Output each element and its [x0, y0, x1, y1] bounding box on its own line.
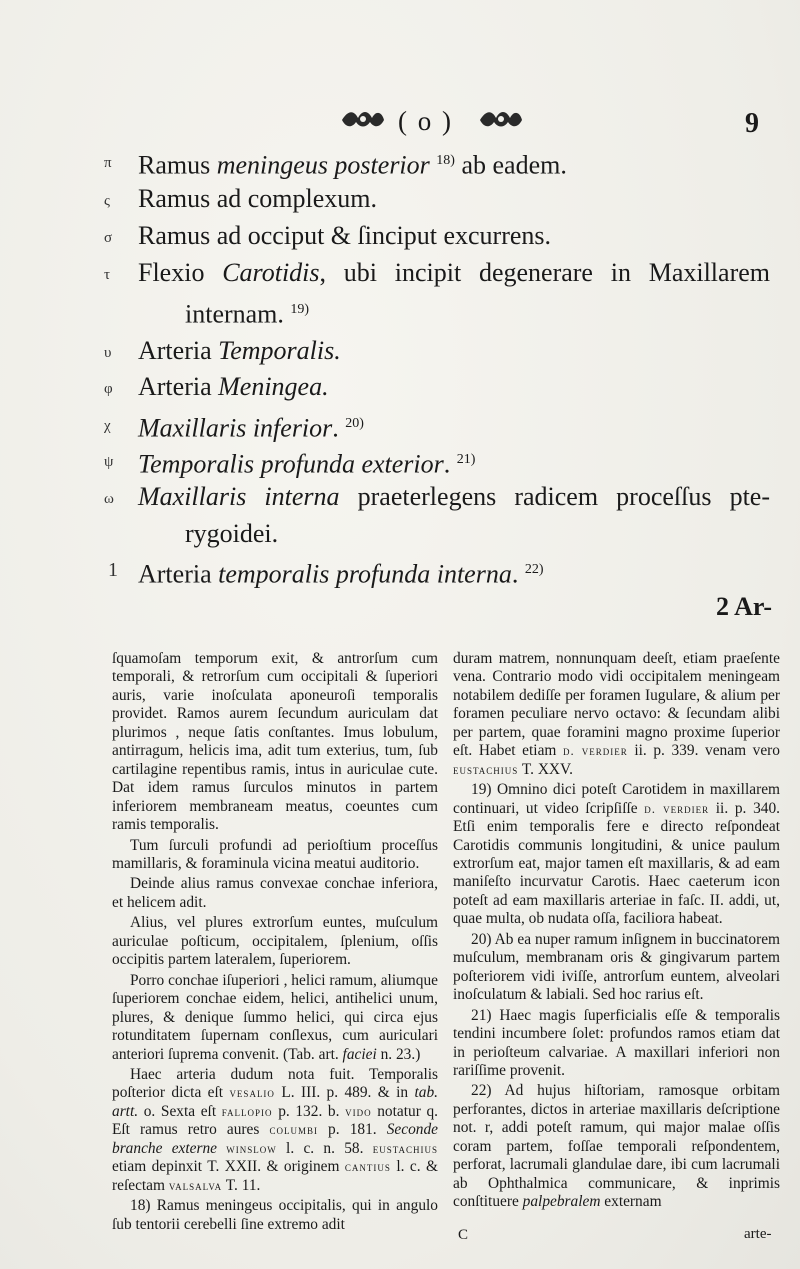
small-caps-run: eustachius — [453, 761, 519, 777]
legend-text-continued — [185, 518, 278, 550]
right-ornament-icon — [478, 108, 524, 130]
legend-text — [138, 481, 770, 513]
legend-text — [138, 183, 377, 215]
text-run: 20) Ab ea nuper ramum inſignem in buccinatorem muſculum, membranam oris & gingivarum partem poſteriorem vidi iviſſe, antrorſum euntem, alveolari inoſculatum & labiali. Sed hoc rarius eſt. — [453, 930, 780, 1004]
legend-entry — [0, 481, 800, 517]
small-caps-run: vesalio — [229, 1085, 275, 1101]
right-column — [453, 650, 780, 1212]
paragraph — [112, 972, 438, 1064]
text-run: Flexio — [138, 258, 223, 287]
text-run: T. XXV. — [518, 760, 574, 778]
legend-marker: υ — [104, 345, 112, 361]
text-run: notatur q. Eſt ramus retro aures — [112, 1102, 438, 1139]
text-run: p. 132. b. — [272, 1102, 346, 1120]
small-caps-run: columbi — [269, 1122, 318, 1138]
text-run: . — [511, 559, 525, 589]
small-caps-run: winslow — [226, 1140, 277, 1156]
text-run: Ramus — [138, 150, 217, 180]
text-run: 19) Omnino dici poteſt Carotidem in maxillarem continuari, ut video ſcripſiſſe — [453, 781, 780, 817]
italic-run: Meningea. — [218, 372, 329, 401]
italic-run: temporalis profunda interna — [218, 559, 512, 589]
text-run: duram matrem, nonnunquam deeſt, etiam praeſente vena. Contrario modo vidi occipitalem meningeam notabilem dediſſe per foramen Iugulare, & alium per foramen peculiare nervo octavo: & ſecundam alibi per partem, quae foramini magno proxime ſuperior eſt. Habet etiam — [453, 650, 780, 760]
small-caps-run: d. verdier — [644, 800, 710, 816]
paragraph — [453, 781, 780, 929]
text-run: Porro conchae iſuperiori , helici ramum, aliumque ſuperiorem conchae eidem, helici, antihelici unum, plures, & denique ſummo helici, qui circa ejus rotunditatem ſupernam conſlexus, cum auriculari anteriori ſuprema convenit. (Tab. art. — [112, 971, 438, 1063]
text-run: Tum ſurculi profundi ad perioſtium proceſſus mamillaris, & foraminula vicina meatui auditorio. — [112, 836, 438, 872]
legend-marker: σ — [104, 230, 113, 246]
text-run: T. 11. — [222, 1176, 261, 1194]
text-run: . — [443, 449, 457, 479]
legend-text — [138, 220, 551, 252]
text-run: Arteria — [138, 372, 219, 401]
text-run: o. Sexta eſt — [138, 1102, 222, 1120]
left-ornament-icon — [340, 108, 386, 130]
italic-run: Carotidis — [222, 258, 320, 287]
legend-text-continued — [185, 294, 309, 331]
text-run: ii. p. 340. Etſi enim temporalis fere e directo reſpondeat Carotidis communis longitudini, & unice paulum extrorſum eat, major tamen eſt maxillaris, & ad eam maniſeſto incurvatur Carotis. Haec caeterum icon poteſt ad eam maxillaris arteriae in faſc. II. addi, ut, quae multa, ob nudata oſſa, faciliora habeat. — [453, 799, 780, 928]
legend-entry — [0, 408, 800, 444]
text-run: 22) Ad hujus hiſtoriam, ramosque orbitam perforantes, dictos in arteriae maxillaris deſcriptione not. r, addi poteſt ramum, qui major malae oſſis coram partem, foſſae temporali reſpondentem, perforat, lacrumali glandulae dare, ibi cum lacrumali ab Ophthalmica communicare, & inprimis conſtituere — [453, 1082, 780, 1211]
legend-entry — [0, 220, 800, 256]
small-caps-run: d. verdier — [562, 743, 628, 759]
text-run: etiam depinxit T. XXII. & originem — [112, 1158, 345, 1176]
text-run: ii. p. 339. venam vero — [627, 742, 780, 760]
text-run: externam — [600, 1193, 662, 1211]
legend-text — [138, 257, 770, 289]
text-run: Ramus ad occiput & ſinciput excurrens. — [138, 221, 552, 250]
italic-run: Temporalis profunda exterior — [138, 449, 444, 479]
header-label: ( o ) — [398, 106, 453, 136]
legend-text — [138, 408, 364, 445]
legend-marker: π — [104, 155, 112, 171]
legend-marker: χ — [104, 418, 111, 434]
text-run: p. 181. — [317, 1121, 387, 1139]
small-caps-run: eustachius — [372, 1140, 438, 1156]
text-run: 21) Haec magis ſuperficialis eſſe & temporalis tendini incumbere ſolet: profundos ramos etiam dat in perioſteum calvariae. A maxillari inferiori non rariſſime provenit. — [453, 1006, 780, 1079]
italic-run: palpebralem — [522, 1193, 601, 1211]
legend-entry — [0, 257, 800, 293]
running-header — [0, 106, 800, 140]
small-caps-run: cantius — [344, 1159, 391, 1175]
italic-run: Maxillaris interna — [138, 482, 340, 511]
legend-text — [138, 444, 475, 481]
paragraph — [453, 931, 780, 1005]
paragraph — [453, 650, 780, 779]
text-run: rygoidei. — [185, 519, 279, 548]
text-run: internam. — [185, 299, 291, 329]
small-caps-run: valsalva — [168, 1177, 223, 1193]
legend-entry — [0, 444, 800, 480]
legend-marker: 1 — [108, 559, 118, 581]
legend-entry — [0, 183, 800, 219]
small-caps-run: vido — [345, 1103, 372, 1119]
legend-marker: ς — [104, 193, 110, 209]
catchword-top: 2 Ar- — [716, 592, 773, 621]
text-run: , ubi incipit degenerare in Maxillarem — [319, 258, 770, 287]
text-run: 18) Ramus meningeus occipitalis, qui in angulo ſub tentorii cerebelli ſine extremo adit — [112, 1197, 438, 1233]
text-run: Alius, vel plures extrorſum euntes, muſculum auriculae poſticum, occipitalem, ſplenium, oſſis occipitis partem lateralem, ſuperiorem. — [112, 914, 438, 969]
text-run: Arteria — [138, 336, 219, 365]
signature-mark: C — [458, 1227, 469, 1243]
page-number: 9 — [745, 108, 759, 139]
text-run: praeterlegens radicem proceſſus pte- — [339, 482, 770, 511]
text-run: Haec arteria dudum nota fuit. Temporalis poſterior dicta eſt — [112, 1065, 438, 1102]
legend-marker: ω — [104, 491, 114, 507]
legend-text — [138, 335, 341, 367]
paragraph — [112, 914, 438, 969]
catchword-bottom: arte- — [744, 1226, 772, 1242]
italic-run: tab. artt. — [112, 1084, 438, 1120]
italic-run: Maxillaris inferior — [138, 413, 333, 443]
legend-text — [138, 554, 544, 591]
footnote-ref: 19) — [290, 302, 310, 317]
italic-run: faciei — [342, 1045, 377, 1063]
text-run — [217, 1140, 226, 1157]
small-caps-run: fallopio — [221, 1103, 273, 1119]
text-run: l. c. n. 58. — [276, 1139, 373, 1157]
text-run: L. III. p. 489. & in — [274, 1084, 415, 1102]
paragraph — [112, 1066, 438, 1195]
footnote-ref: 22) — [524, 562, 544, 577]
italic-run: Temporalis. — [218, 336, 341, 365]
paragraph — [112, 875, 438, 912]
text-run: n. 23.) — [376, 1045, 421, 1063]
italic-run: Seconde branche externe — [112, 1121, 438, 1157]
paragraph — [453, 1007, 780, 1081]
footnote-ref: 20) — [345, 416, 364, 431]
text-run: . — [332, 413, 346, 443]
legend-entry — [0, 335, 800, 371]
text-run: Arteria — [138, 559, 219, 589]
paragraph — [112, 837, 438, 874]
legend-text — [138, 371, 329, 403]
legend-text — [138, 145, 567, 182]
footnote-ref: 18) — [436, 153, 455, 168]
legend-marker: τ — [104, 267, 111, 283]
text-run: ab eadem. — [454, 150, 567, 180]
left-column — [112, 650, 438, 1234]
text-run: Deinde alius ramus convexae conchae inferiora, et helicem adit. — [112, 875, 438, 911]
legend-entry — [0, 554, 800, 590]
paragraph — [112, 1197, 438, 1234]
legend-marker: ψ — [104, 454, 114, 470]
text-run: ſquamoſam temporum exit, & antrorſum cum temporali, & retrorſum cum occipitali & ſuperiori auris, varie inoſculata aponeuroſi temporalis providet. Ramos aurem ſecundum auriculam dat plurimos , neque ſatis conſtantes. Imus lobulum, antirragum, helicis ima, adit tum exterius, tum, ſub cartilagine repentibus ramis, intus in auriculae cute. Dat idem ramus ſurculos minutos in partem inferiorem membraneam meatus, coeuntes cum ramis temporalis. — [112, 650, 438, 834]
footnote-ref: 21) — [456, 452, 476, 467]
legend-entry — [0, 145, 800, 181]
legend-marker: φ — [104, 381, 113, 397]
paragraph — [453, 1082, 780, 1211]
legend-entry — [0, 371, 800, 407]
text-run: Ramus ad complexum. — [138, 184, 378, 213]
text-run: l. c. & reſectam — [112, 1158, 438, 1194]
paragraph — [112, 650, 438, 835]
italic-run: meningeus posterior — [216, 150, 430, 180]
